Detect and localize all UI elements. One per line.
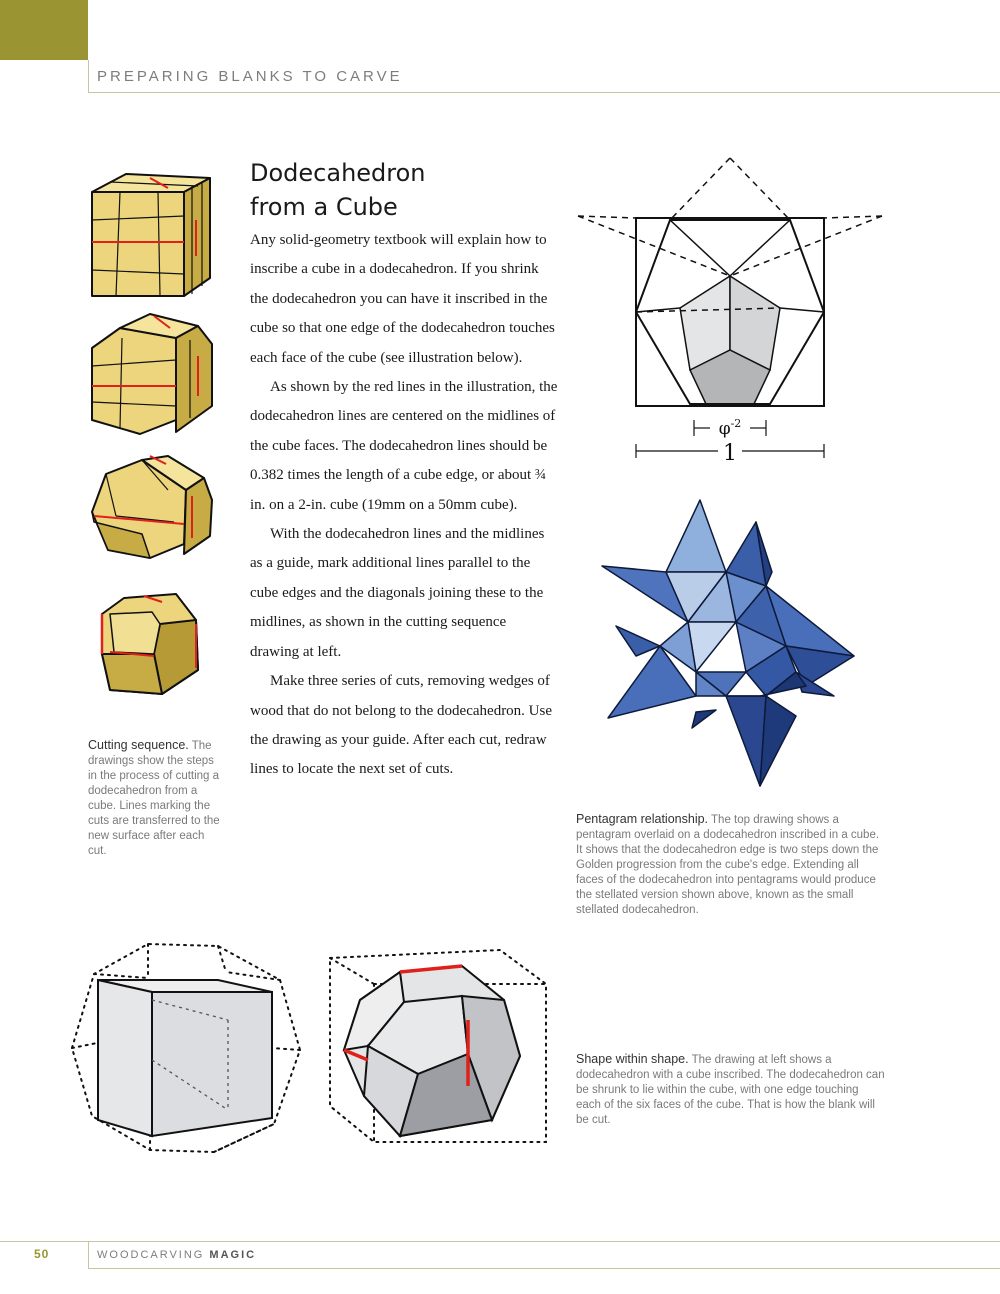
footer-divider-vertical [88, 1241, 89, 1269]
pentagram-diagram [570, 150, 890, 470]
corner-color-block [0, 0, 88, 60]
cube-front-face [152, 992, 272, 1136]
article-title-line-2: from a Cube [250, 193, 398, 221]
caption-text: The drawing at left shows a dodecahedron with a cube inscribed. The dodecahedron can be shrunk to lie within the cube, with one edge touching each of the six faces of the cube. That is how the blank will be cut. [576, 1054, 885, 1126]
book-title-main: WOODCARVING [97, 1249, 205, 1261]
caption-text: The top drawing shows a pentagram overlaid on a dodecahedron inscribed in a cube. It shows that the dodecahedron edge is two steps down the Golden progression from the cube's edge. Extending all faces of the dodecahedron into pentagrams would produce the stellated version shown above, known as the small stellated dodecahedron. [576, 814, 880, 916]
stellated-dodecahedron-illustration [596, 496, 860, 788]
phi-label: $\varphi^{-2}$ [718, 417, 742, 439]
article-body [250, 226, 558, 785]
book-title [97, 1249, 256, 1261]
footer-divider [0, 1241, 1000, 1242]
body-paragraph: Make three series of cuts, removing wedges of wood that do not belong to the dodecahedron. Use the drawing as your guide. After each cut, redraw lines to locate the next set of cuts. [250, 673, 553, 778]
cutting-sequence-illustration [80, 160, 230, 720]
body-paragraph: Any solid-geometry textbook will explain how to inscribe a cube in a dodecahedron. If you shrink the dodecahedron you can have it inscribed in the cube so that one edge of the dodecahedron touches each face of the cube (see illustration below). [250, 232, 555, 366]
caption-shape-within-shape [576, 1052, 886, 1128]
caption-text: The drawings show the steps in the process of cutting a dodecahedron from a cube. Lines marking the cuts are transferred to the new surface after each cut. [88, 740, 220, 857]
section-title: PREPARING BLANKS TO CARVE [97, 68, 403, 85]
cutting-step-2 [92, 314, 212, 434]
body-paragraph: As shown by the red lines in the illustration, the dodecahedron lines are centered on the midlines of the cube faces. The dodecahedron lines should be 0.382 times the length of a cube edge, or about ¾ in. on a 2-in. cube (19mm on a 50mm cube). [250, 379, 558, 513]
caption-lead: Shape within shape. [576, 1052, 689, 1066]
cutting-step-3 [92, 456, 212, 558]
header-divider [88, 92, 1000, 93]
article-title [250, 156, 550, 224]
book-title-emphasis: MAGIC [209, 1249, 257, 1261]
cutting-step-4 [102, 594, 198, 694]
dodecahedron-in-cube-illustration [324, 946, 554, 1146]
caption-lead: Cutting sequence. [88, 738, 189, 752]
cube-in-dodecahedron-illustration [68, 940, 308, 1160]
cube-left-face [98, 980, 152, 1136]
page-number: 50 [34, 1247, 50, 1261]
unit-label: 1 [723, 441, 737, 466]
body-paragraph: With the dodecahedron lines and the midlines as a guide, mark additional lines parallel to the cube edges and the diagonals joining these to the midlines, as shown in the cutting sequence drawing at left. [250, 526, 545, 660]
footer-divider-bottom [88, 1268, 1000, 1269]
cutting-step-1 [92, 174, 210, 296]
caption-pentagram-relationship [576, 812, 886, 918]
caption-lead: Pentagram relationship. [576, 812, 709, 826]
caption-cutting-sequence [88, 738, 223, 859]
header-divider-vertical [88, 60, 89, 92]
article-title-line-1: Dodecahedron [250, 159, 426, 187]
